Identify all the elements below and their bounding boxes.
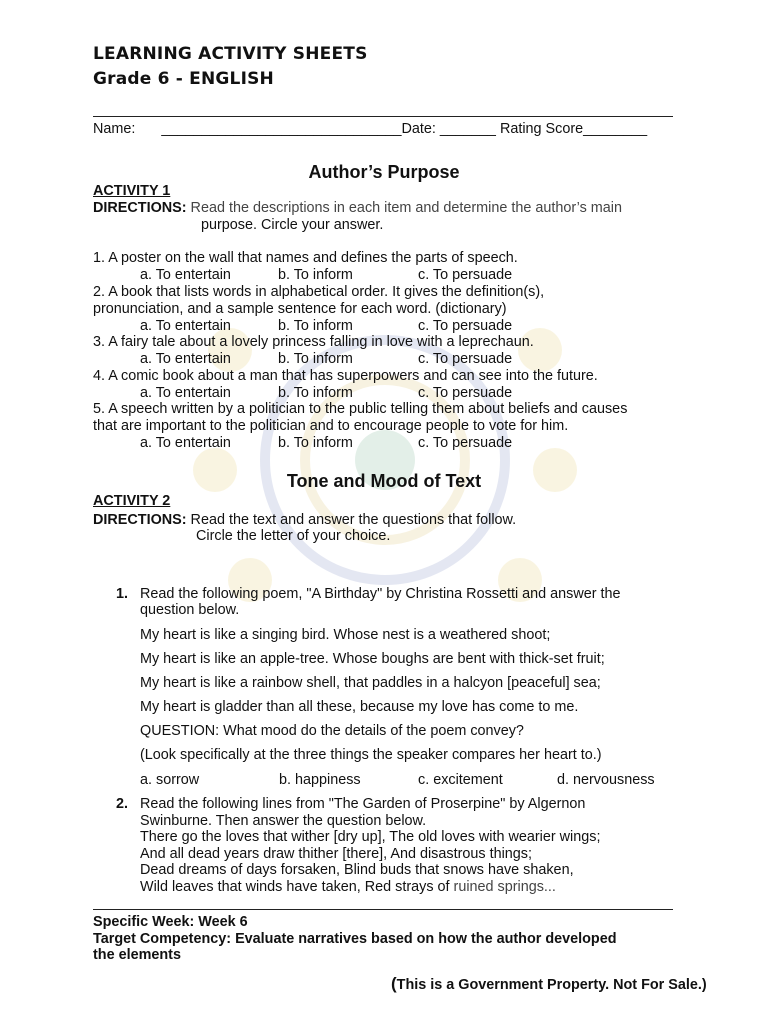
a1-item-5-option-c[interactable]: c. To persuade [418, 435, 513, 451]
a1-item-3-option-b[interactable]: b. To inform [278, 351, 353, 367]
a1-item-2-option-c[interactable]: c. To persuade [418, 318, 513, 334]
q1-question: QUESTION: What mood do the details of the poem convey? [140, 723, 524, 739]
q2-verse-2: And all dead years draw thither [there], And disastrous things; [140, 846, 532, 862]
q1-prompt-cont: question below. [140, 602, 240, 618]
a1-item-5: 5. A speech written by a politician to the public telling them about beliefs and causes [93, 401, 628, 417]
activity-1-directions [93, 200, 622, 216]
a1-item-3-option-a[interactable]: a. To entertain [140, 351, 231, 367]
grade-subject: Grade 6 - ENGLISH [93, 69, 274, 89]
a1-item-4: 4. A comic book about a man that has superpowers and can see into the future. [93, 368, 598, 384]
target-competency: Target Competency: Evaluate narratives based on how the author developed [93, 931, 617, 947]
a1-item-4-option-b[interactable]: b. To inform [278, 385, 353, 401]
a1-item-2-cont: pronunciation, and a sample sentence for each word. (dictionary) [93, 301, 507, 317]
a1-item-1: 1. A poster on the wall that names and defines the parts of speech. [93, 250, 518, 266]
tone-mood-heading: Tone and Mood of Text [286, 471, 482, 491]
government-property-notice [391, 974, 707, 994]
q2-verse-4-text: Wild leaves that winds have taken, Red strays of [140, 879, 450, 895]
a1-item-4-option-c[interactable]: c. To persuade [418, 385, 513, 401]
header-rule [93, 116, 673, 117]
a1-item-2-option-a[interactable]: a. To entertain [140, 318, 231, 334]
notice-paren: ( [391, 974, 397, 993]
activity-1-label: ACTIVITY 1 [93, 183, 171, 199]
directions-label-2: DIRECTIONS: [93, 512, 187, 528]
q2-verse-4-tail: ruined springs... [449, 879, 556, 895]
poem-line-1: My heart is like a singing bird. Whose nest is a weathered shoot; [140, 627, 551, 643]
a1-item-2-option-b[interactable]: b. To inform [278, 318, 353, 334]
a1-item-5-cont: that are important to the politician and to encourage people to vote for him. [93, 418, 569, 434]
date-label: Date: [401, 121, 436, 137]
footer-rule [93, 909, 673, 910]
q1-hint: (Look specifically at the three things the speaker compares her heart to.) [140, 747, 602, 763]
directions-label: DIRECTIONS: [93, 200, 187, 216]
q1-choice-c[interactable]: c. excitement [418, 772, 503, 788]
q1-choice-a[interactable]: a. sorrow [140, 772, 200, 788]
q2-line-2: Swinburne. Then answer the question below. [140, 813, 427, 829]
notice-text: This is a Government Property. Not For Sale.) [396, 977, 707, 993]
q1-number: 1. [116, 586, 129, 602]
student-info-row [93, 121, 647, 137]
target-competency-cont: the elements [93, 947, 181, 963]
q2-verse-4 [140, 879, 556, 895]
q2-line-1: Read the following lines from "The Garden of Proserpine" by Algernon [140, 796, 586, 812]
q2-verse-3: Dead dreams of days forsaken, Blind buds that snows have shaken, [140, 862, 574, 878]
q1-prompt: Read the following poem, "A Birthday" by Christina Rossetti and answer the [140, 586, 621, 602]
name-label: Name: [93, 121, 136, 137]
activity-2-label: ACTIVITY 2 [93, 493, 171, 509]
a1-item-3: 3. A fairy tale about a lovely princess falling in love with a leprechaun. [93, 334, 534, 350]
activity-1-directions-cont: purpose. Circle your answer. [201, 217, 384, 233]
a1-item-4-option-a[interactable]: a. To entertain [140, 385, 231, 401]
q2-number: 2. [116, 796, 129, 812]
directions-text-2: Read the text and answer the questions that follow. [186, 512, 517, 528]
directions-text: Read the descriptions in each item and determine the author’s main [186, 200, 622, 216]
rating-field[interactable]: ________ [583, 121, 648, 137]
activity-2-directions [93, 512, 516, 528]
poem-line-2: My heart is like an apple-tree. Whose boughs are bent with thick-set fruit; [140, 651, 605, 667]
a1-item-1-option-c[interactable]: c. To persuade [418, 267, 513, 283]
a1-item-2: 2. A book that lists words in alphabetical order. It gives the definition(s), [93, 284, 545, 300]
a1-item-3-option-c[interactable]: c. To persuade [418, 351, 513, 367]
sheet-title: LEARNING ACTIVITY SHEETS [93, 44, 368, 64]
rating-label: Rating Score [499, 121, 584, 137]
a1-item-5-option-a[interactable]: a. To entertain [140, 435, 231, 451]
date-field[interactable]: _______ [439, 121, 496, 137]
q1-choice-b[interactable]: b. happiness [279, 772, 361, 788]
q1-choice-d[interactable]: d. nervousness [557, 772, 655, 788]
specific-week: Specific Week: Week 6 [93, 914, 248, 930]
q2-verse-1: There go the loves that wither [dry up], The old loves with wearier wings; [140, 829, 601, 845]
activity-2-directions-cont: Circle the letter of your choice. [196, 528, 391, 544]
a1-item-1-option-b[interactable]: b. To inform [278, 267, 353, 283]
authors-purpose-heading: Author’s Purpose [308, 162, 460, 182]
a1-item-5-option-b[interactable]: b. To inform [278, 435, 353, 451]
a1-item-1-option-a[interactable]: a. To entertain [140, 267, 231, 283]
name-field[interactable]: ______________________________ [161, 121, 402, 137]
poem-line-3: My heart is like a rainbow shell, that paddles in a halcyon [peaceful] sea; [140, 675, 601, 691]
poem-line-4: My heart is gladder than all these, because my love has come to me. [140, 699, 579, 715]
